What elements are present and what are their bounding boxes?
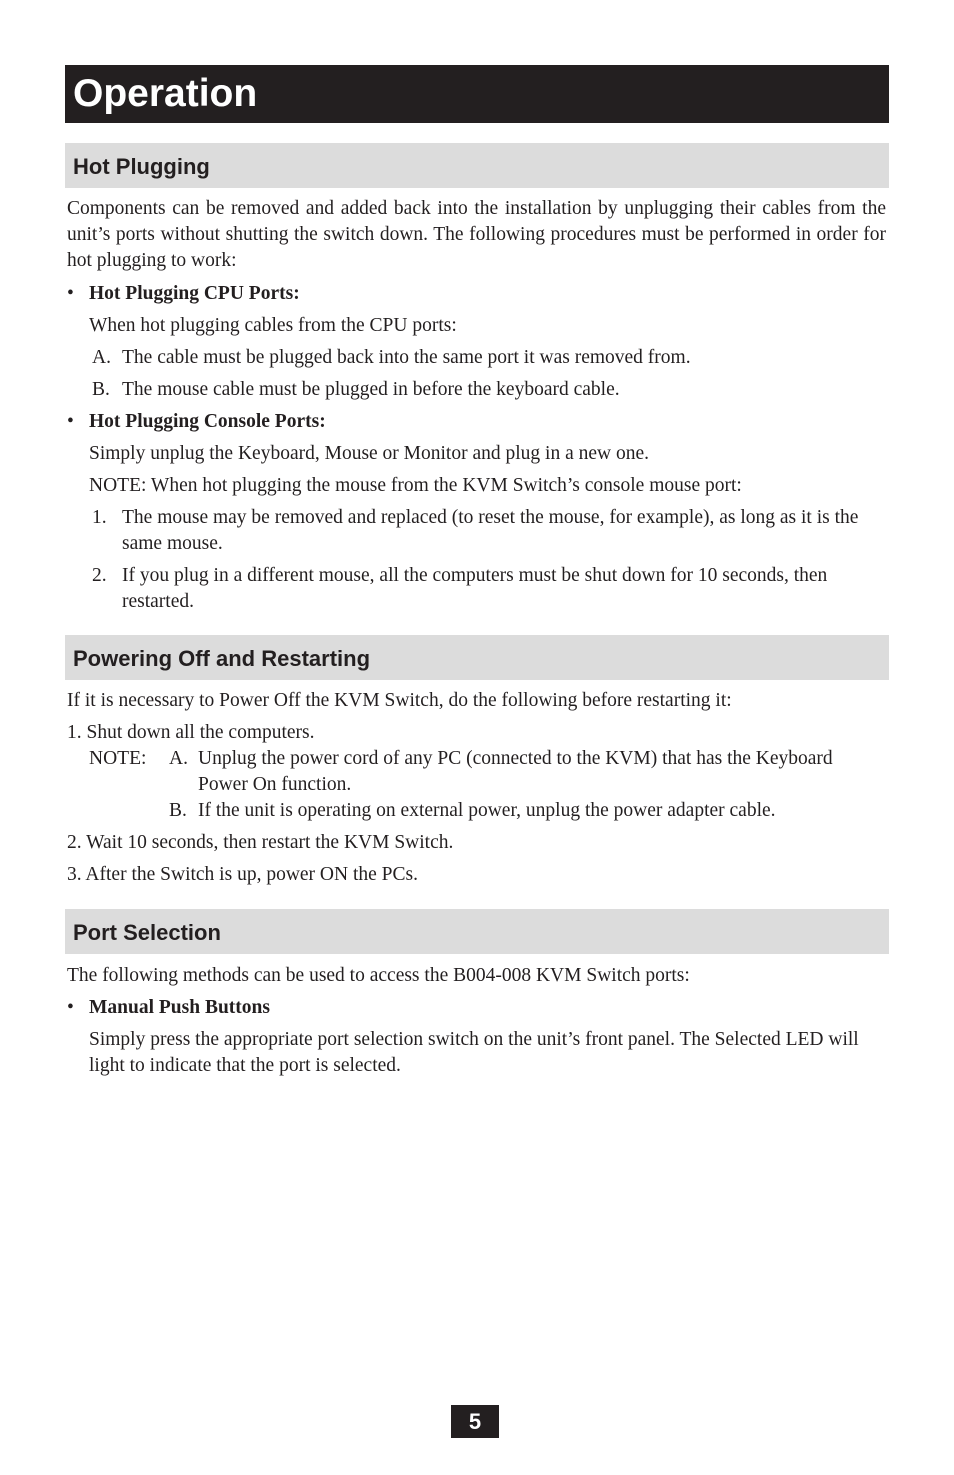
powering-step-2: 2. Wait 10 seconds, then restart the KVM Switch. xyxy=(67,832,454,853)
list-label: 2. xyxy=(92,565,107,586)
note-label: NOTE: xyxy=(89,748,147,769)
list-item: If the unit is operating on external power, unplug the power adapter cable. xyxy=(198,800,776,821)
powering-intro: If it is necessary to Power Off the KVM Switch, do the following before restarting it: xyxy=(67,690,732,711)
section-heading-hot-plugging: Hot Plugging xyxy=(65,143,889,188)
cpu-ports-lead: When hot plugging cables from the CPU ports: xyxy=(89,315,457,336)
section-heading-powering-off: Powering Off and Restarting xyxy=(65,635,889,680)
list-label: B. xyxy=(92,379,110,400)
list-label: B. xyxy=(169,800,187,821)
console-ports-note: NOTE: When hot plugging the mouse from the KVM Switch’s console mouse port: xyxy=(89,475,742,496)
page-number: 5 xyxy=(451,1405,499,1438)
list-label: 1. xyxy=(92,507,107,528)
list-item: The mouse may be removed and replaced (to reset the mouse, for example), as long as it is the same mouse. xyxy=(122,507,859,554)
manual-push-buttons-title: Manual Push Buttons xyxy=(89,997,270,1018)
list-item: If you plug in a different mouse, all the computers must be shut down for 10 seconds, then restarted. xyxy=(122,565,828,612)
powering-step-1: 1. Shut down all the computers. xyxy=(67,722,315,743)
cpu-ports-title: Hot Plugging CPU Ports: xyxy=(89,283,300,304)
console-ports-lead: Simply unplug the Keyboard, Mouse or Monitor and plug in a new one. xyxy=(89,443,650,464)
console-ports-title: Hot Plugging Console Ports: xyxy=(89,411,326,432)
page-title: Operation xyxy=(65,65,889,123)
bullet: • xyxy=(67,283,74,304)
bullet: • xyxy=(67,411,74,432)
section-heading-port-selection: Port Selection xyxy=(65,909,889,954)
list-item: Unplug the power cord of any PC (connected to the KVM) that has the Keyboard Power On function. xyxy=(198,748,833,795)
list-item: The mouse cable must be plugged in before the keyboard cable. xyxy=(122,379,620,400)
bullet: • xyxy=(67,997,74,1018)
list-item: The cable must be plugged back into the same port it was removed from. xyxy=(122,347,691,368)
list-label: A. xyxy=(92,347,111,368)
list-label: A. xyxy=(169,748,188,769)
port-selection-intro: The following methods can be used to access the B004-008 KVM Switch ports: xyxy=(67,965,690,986)
manual-push-buttons-text: Simply press the appropriate port selection switch on the unit’s front panel. The Selected LED will light to indicate that the port is selected. xyxy=(89,1029,859,1076)
hot-plugging-intro: Components can be removed and added back into the installation by unplugging their cables from the unit’s ports without shutting the switch down. The following procedures must be performed in order for hot plugging to work: xyxy=(67,198,886,271)
powering-step-3: 3. After the Switch is up, power ON the PCs. xyxy=(67,864,418,885)
